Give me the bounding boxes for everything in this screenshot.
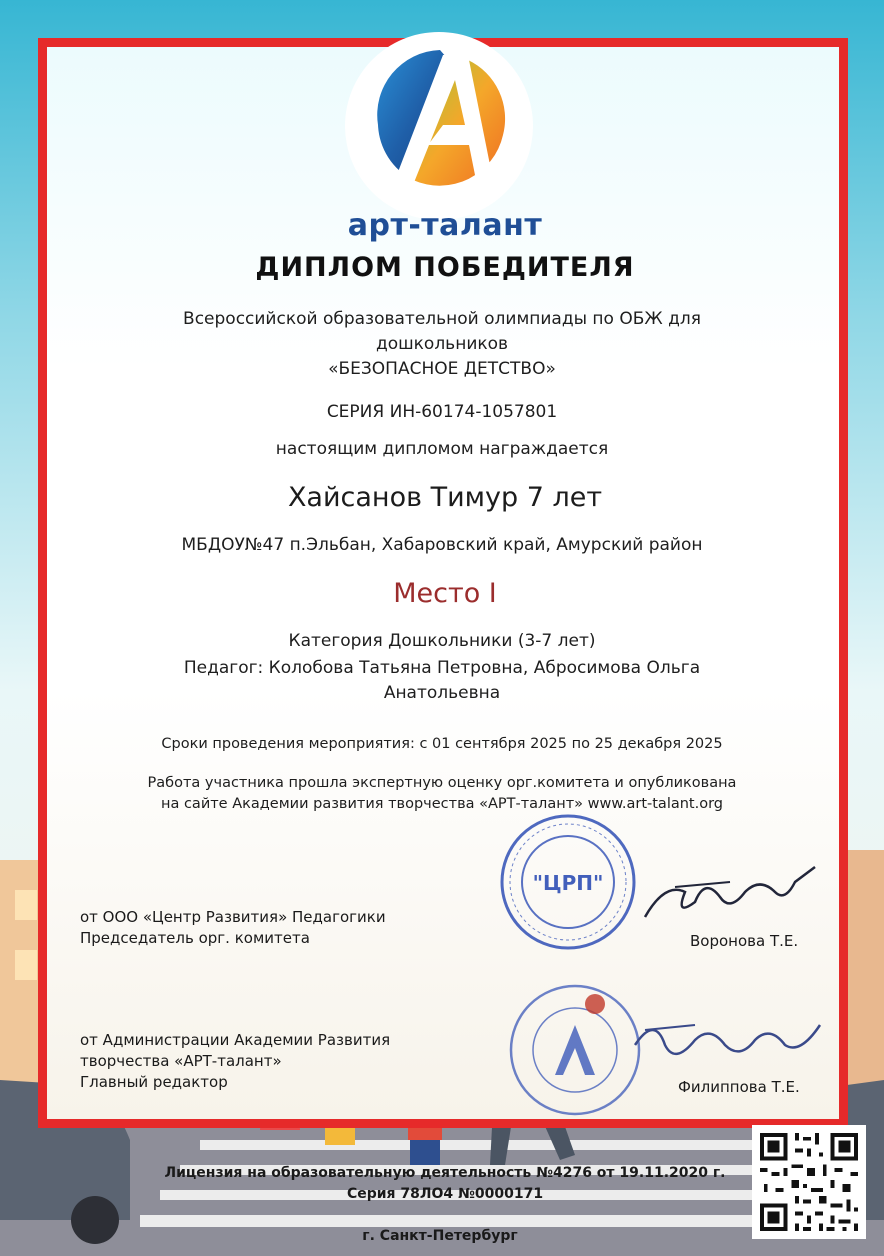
place: Место I: [393, 578, 497, 609]
stamp-center-text: "ЦРП": [532, 871, 604, 895]
art-talant-logo-icon: [373, 45, 508, 195]
event-description: [110, 307, 774, 382]
license-line: Лицензия на образовательную деятельность №4276 от 19.11.2020 г.: [164, 1165, 726, 1181]
awarded-text: настоящим дипломом награждается: [275, 439, 609, 459]
signature-filippova: [625, 1005, 825, 1075]
evaluation-note: [110, 773, 774, 815]
license-info: [150, 1163, 740, 1205]
teacher: [110, 656, 774, 706]
organization: МБДОУ№47 п.Эльбан, Хабаровский край, Амурский район: [181, 535, 703, 555]
series-number: СЕРИЯ ИН-60174-1057801: [326, 402, 558, 422]
signatory-line: Главный редактор: [80, 1073, 228, 1091]
event-name: «БЕЗОПАСНОЕ ДЕТСТВО»: [328, 359, 556, 379]
signatory-name: Воронова Т.Е.: [690, 932, 799, 950]
diploma-title: ДИПЛОМ ПОБЕДИТЕЛЯ: [255, 252, 635, 283]
crp-stamp: [498, 812, 638, 952]
teacher-line: Анатольевна: [383, 683, 501, 703]
recipient-name: Хайсанов Тимур 7 лет: [287, 482, 603, 513]
qr-code-icon[interactable]: [752, 1125, 866, 1239]
event-dates: Сроки проведения мероприятия: с 01 сентября 2025 по 25 декабря 2025: [161, 736, 723, 752]
city: г. Санкт-Петербург: [362, 1228, 518, 1244]
category: Категория Дошкольники (3-7 лет): [288, 631, 596, 651]
signatory-line: Председатель орг. комитета: [80, 929, 310, 947]
brand-name: арт-талант: [347, 208, 543, 243]
teacher-line: Педагог: Колобова Татьяна Петровна, Абросимова Ольга: [183, 658, 701, 678]
signatory-line: творчества «АРТ-талант»: [80, 1052, 282, 1070]
signatory-line: от ООО «Центр Развития» Педагогики: [80, 908, 386, 926]
evaluation-line: на сайте Академии развития творчества «АРТ-талант» www.art-talant.org: [160, 796, 723, 812]
evaluation-line: Работа участника прошла экспертную оценку орг.комитета и опубликована: [147, 775, 737, 791]
art-talant-stamp: [505, 980, 645, 1120]
event-line: Всероссийской образовательной олимпиады по ОБЖ для: [183, 309, 701, 329]
signatory-chairman: [80, 907, 386, 949]
signatory-name: Филиппова Т.Е.: [678, 1078, 800, 1096]
license-series: Серия 78ЛО4 №0000171: [346, 1186, 544, 1202]
signatory-line: от Администрации Академии Развития: [80, 1031, 391, 1049]
signature-voronova: [635, 862, 825, 932]
event-line: дошкольников: [375, 334, 509, 354]
signatory-editor: [80, 1030, 390, 1093]
